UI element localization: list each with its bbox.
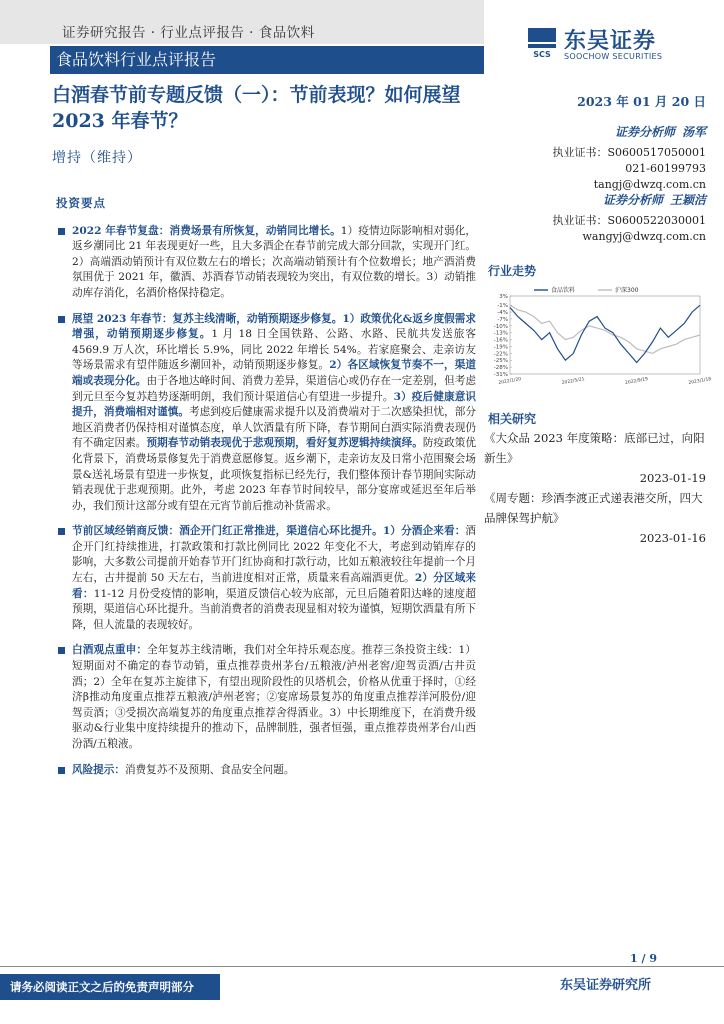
brand-logo	[526, 24, 706, 64]
bullet-square-icon	[58, 316, 65, 323]
y-tick-label: -13%	[493, 330, 508, 337]
y-tick-label: -31%	[493, 372, 508, 378]
bullet-sub: 2）分区域来看：	[72, 572, 476, 600]
analyst-name: 汤军	[681, 125, 706, 139]
bullet-dealer-feedback	[56, 524, 476, 633]
page-title: 白酒春节前专题反馈（一）：节前表现？如何展望 2023 年春节？	[52, 84, 461, 132]
brand-name: 东吴证券	[564, 29, 657, 54]
rating: 增持（维持）	[52, 150, 142, 166]
analyst-role: 证券分析师	[602, 193, 663, 207]
related-item[interactable]: 《周专题：珍酒李渡正式递表港交所，四大品牌保驾护航》	[484, 491, 703, 525]
cert-label: 执业证书：	[552, 146, 608, 159]
bullet-sub: 1）政策优化&返乡度假需求增强，动销预期逐步修复。	[72, 312, 476, 341]
analyst-1	[486, 124, 706, 193]
analyst-phone: 021-60199793	[625, 162, 706, 175]
x-tick-label: 2022/5/21	[561, 377, 586, 386]
bullet-square-icon	[58, 528, 65, 535]
page-number: 1 / 9	[630, 952, 657, 965]
y-tick-label: -16%	[493, 337, 508, 344]
x-tick-label: 2023/1/18	[688, 377, 712, 386]
investment-summary	[56, 196, 476, 788]
breadcrumb: 证券研究报告 · 行业点评报告 · 食品饮料	[62, 25, 315, 41]
y-tick-label: -7%	[497, 316, 508, 323]
analyst-role: 证券分析师	[614, 125, 675, 139]
related-heading: 相关研究	[488, 412, 537, 426]
related-date: 2023-01-16	[639, 531, 706, 545]
analyst-2	[486, 192, 706, 245]
cert-number: S0600517050001	[607, 146, 706, 159]
bullet-body: 11-12 月份受疫情的影响，渠道反馈信心较为底部，元旦后随着阳达峰的速度超预期，渠道信心环比提升。当前消费者的消费表现显相对较为谨慎，短期饮酒量有所下降，但人流量的表现较好。	[72, 587, 477, 631]
bullet-body: 防疫政策优化背景下，消费场景修复先于消费意愿修复。返乡潮下，走亲访友及日常小范围聚会场景&送礼场景有望进一步恢复，此项恢复指标已经先行，我们整体预计春节期间实际动销表现优于悲观预期。此外，考虑 2023 年春节时间较早，部分宴席或延迟至年后举办，我们预计这部分或有望在元宵节前后推动补货需求。	[72, 437, 477, 512]
y-tick-label: -1%	[497, 303, 508, 310]
bullet-head: 节前区域经销商反馈：酒企开门红正常推进，渠道信心环比提升。	[72, 525, 383, 538]
bullet-body: 由于各地达峰时间、消费力差异，渠道信心或仍存在一定差别，但考虑到元旦至今复苏趋势逐渐明朗，我们预计渠道信心有望进一步提升。	[72, 374, 477, 403]
bullet-sub: 2）各区域恢复节奏不一，渠道端或表现分化。	[72, 359, 477, 387]
bullet-sub: 预期春节动销表现优于悲观预期，看好复苏逻辑持续演绎。	[146, 437, 423, 450]
footer-disclaimer[interactable]: 请务必阅读正文之后的免责声明部分	[0, 974, 220, 1000]
bullet-body: 考虑到疫后健康需求提升以及消费端对于二次感染担忧，部分地区消费者仍保持相对谨慎态度，单人饮酒量有所下降，春节期间白酒实际消费表现仍有不确定因素。	[72, 406, 477, 450]
bullet-outlook	[56, 312, 476, 515]
bullet-body: 酒企开门红持续推进，打款政策和打款比例同比 2022 年变化不大，考虑到动销库存的影响，大多数公司提前开始春节开门红协商和打款行动，比如五粮液较往年提前一个月左右，古井提前 50 天左右，当前进度相对正常，质量来看高端酒更优。	[72, 525, 477, 585]
report-date: 2023 年 01 月 20 日	[577, 94, 706, 109]
related-list	[484, 428, 706, 548]
x-tick-label: 2022/1/20	[498, 377, 522, 386]
series-food-line	[510, 305, 700, 362]
bullet-head: 风险提示：	[72, 763, 125, 776]
trend-chart	[486, 282, 712, 388]
bullet-head: 白酒观点重申：	[72, 644, 148, 657]
logo-mark-icon	[526, 26, 558, 58]
bullet-view	[56, 643, 476, 752]
report-type-bar: 食品饮料行业点评报告	[50, 46, 484, 74]
bullet-recap	[56, 224, 476, 302]
bullet-square-icon	[58, 647, 65, 654]
cert-number: S0600522030001	[607, 214, 706, 227]
footer-institute: 东吴证券研究所	[560, 978, 652, 993]
related-item[interactable]: 《大众品 2023 年度策略：底部已过，向阳新生》	[484, 431, 705, 465]
y-tick-label: -10%	[493, 323, 508, 330]
bullet-square-icon	[58, 767, 65, 774]
section-heading: 投资要点	[56, 196, 106, 210]
trend-chart-svg	[486, 282, 712, 388]
analyst-email[interactable]: tangj@dwzq.com.cn	[593, 178, 706, 191]
y-tick-label: -28%	[493, 365, 508, 372]
series-hs300-line	[510, 305, 700, 353]
bullet-sub: 3）疫后健康意识提升，消费端相对谨慎。	[72, 390, 477, 419]
trend-heading: 行业走势	[488, 264, 537, 278]
bullet-head: 展望 2023 年春节：复苏主线清晰，动销预期逐步修复。	[72, 312, 343, 325]
cert-label: 执业证书：	[552, 214, 608, 227]
legend-hs300-label: 沪深300	[615, 287, 639, 294]
analyst-name: 王颖洁	[669, 193, 706, 207]
bullet-body: 1 月 18 日全国铁路、公路、水路、民航共发送旅客 4569.9 万人次，环比增长 5.9%，同比 2022 年增长 54%。若家庭聚会、走亲访友等场景需求有望伴随返乡潮回补，动销预期逐步修复。	[72, 328, 477, 372]
y-tick-label: -19%	[493, 344, 508, 351]
y-tick-label: -4%	[497, 310, 508, 317]
legend-food-label: 食品饮料	[551, 287, 576, 294]
bullet-body: 1）疫情边际影响相对弱化，返乡潮同比 21 年表现更好一些，且大多酒企在春节前完成大部分回款，实现开门红。2）高端酒动销预计有双位数左右的增长；次高端动销预计有个位数增长；地产酒消费氛围优于 2021 年，徽酒、苏酒春节动销表现较为突出，有双位数的增长。3）动销推动库存消化，名酒价格保持稳定。	[72, 224, 476, 299]
bullet-square-icon	[58, 228, 65, 235]
bullet-risk	[56, 763, 476, 779]
bullet-body: 全年复苏主线清晰，我们对全年持乐观态度。推荐三条投资主线：1）短期面对不确定的春节动销，重点推荐贵州茅台/五粮液/泸州老窖/迎驾贡酒/古井贡酒；2）全年在复苏主旋律下，有望出现阶段性的贝塔机会，价格从优重于择时，①经济β推动角度重点推荐五粮液/泸州老窖；②宴席场景复苏的角度重点推荐洋河股份/迎驾贡酒；③受损次高端复苏的角度重点推荐舍得酒业。3）中长期维度下，在消费升级驱动&行业集中度持续提升的推动下，品牌制胜，强者恒强，重点推荐贵州茅台/山西汾酒/五粮液。	[72, 644, 476, 750]
y-tick-label: -22%	[493, 351, 508, 358]
y-tick-label: 3%	[499, 294, 508, 300]
brand-name-en: SOOCHOW SECURITIES	[564, 52, 663, 61]
footer-divider	[0, 966, 724, 967]
bullet-sub: 1）分酒企来看：	[382, 525, 466, 538]
logo-mark-text: SCS	[533, 50, 551, 59]
bullet-head: 2022 年春节复盘：消费场景有所恢复，动销同比增长。	[72, 224, 341, 237]
y-tick-label: -25%	[493, 358, 508, 365]
related-date: 2023-01-19	[639, 471, 706, 485]
bullet-body: 消费复苏不及预期、食品安全问题。	[124, 763, 295, 776]
x-tick-label: 2022/9/19	[624, 377, 649, 386]
analyst-email[interactable]: wangyj@dwzq.com.cn	[582, 230, 706, 243]
